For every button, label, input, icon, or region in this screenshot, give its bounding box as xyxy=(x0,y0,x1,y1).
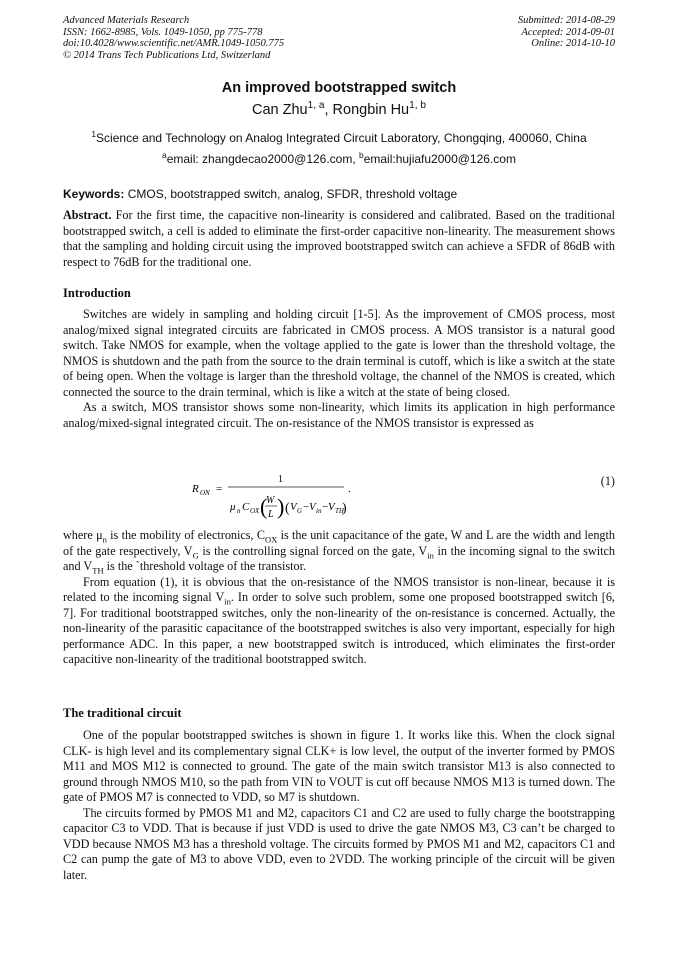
introduction-body xyxy=(63,307,615,431)
doi-line: doi:10.4028/www.scientific.net/AMR.1049-1050.775 xyxy=(63,38,285,49)
eq-lhs: R xyxy=(192,483,199,495)
eq-trailing-period: . xyxy=(348,483,351,495)
copyright-line: © 2014 Trans Tech Publications Ltd, Switzerland xyxy=(63,49,271,61)
author-list xyxy=(0,102,678,118)
issn-line: ISSN: 1662-8985, Vols. 1049-1050, pp 775-778 xyxy=(63,26,263,38)
eq-numerator: 1 xyxy=(278,474,283,485)
journal-header xyxy=(63,15,284,61)
eq-vin-sub: in xyxy=(316,507,322,515)
journal-name: Advanced Materials Research xyxy=(63,15,190,26)
eq-lhs-sub: ON xyxy=(200,489,210,497)
eq-vin: V xyxy=(309,501,316,513)
affiliation xyxy=(0,131,678,145)
paragraph: where $\mu_n$ is the mobility of electronics, $C_{OX}$ is the unit capacitance of the gate, W and L are the width and length of the gate respectively, $V_G$ is the controlling signal forced on the gate, $V_{in}$ in the incoming signal to the switch and $V_{TH}$ is the `threshold voltage of the transistor. xyxy=(63,528,616,576)
author-affil-mark: 1, b xyxy=(409,100,427,112)
abstract-text: For the first time, the capacitive non-linearity is considered and calibrated. Based on the traditional bootstrapped switch, a cell is added to eliminate the first-order capacitive non-linearity. The measurement shows that the sampling and holding circuit using the improved bootstrapped switch can achieve a SFDR of 86dB with respect to 76dB for the traditional one. xyxy=(63,208,615,269)
eq-c-sub: OX xyxy=(250,507,260,515)
author-affil-mark: 1, a xyxy=(307,100,325,112)
email-mark: a xyxy=(162,150,167,160)
abstract-label: Abstract. xyxy=(63,208,112,222)
email-text: email: zhangdecao2000@126.com, xyxy=(166,152,360,166)
eq-paren-open: ( xyxy=(260,494,268,519)
abstract xyxy=(63,208,615,270)
keywords xyxy=(63,187,615,201)
eq-w: W xyxy=(266,495,275,506)
eq-vg: V xyxy=(290,501,297,513)
equation-1 xyxy=(192,470,562,520)
keywords-text: CMOS, bootstrapped switch, analog, SFDR, threshold voltage xyxy=(124,187,458,201)
eq-paren2-close: ) xyxy=(342,501,347,516)
affiliation-text: Science and Technology on Analog Integrated Circuit Laboratory, Chongqing, 400060, China xyxy=(96,131,587,145)
introduction-body-continued xyxy=(63,528,615,668)
paragraph: One of the popular bootstrapped switches is shown in figure 1. It works like this. When the clock signal CLK- is high level and its complementary signal CLK+ is low level, the output of the inverter formed by PMOS M11 and MOS M12 is connected to ground. The gate of the main switch transistor M13 is also connected to ground through NMOS M10, so the path from VIN to VOUT is cut off because NMOS M13 is turned down. The gate of PMOS M7 is connected to VDD, so M7 is shutdown. xyxy=(63,728,615,804)
eq-mu: μ xyxy=(230,501,236,513)
keywords-label: Keywords: xyxy=(63,187,125,201)
affiliation-mark: 1 xyxy=(91,129,97,139)
eq-vth: V xyxy=(328,501,335,513)
paragraph: From equation (1), it is obvious that the on-resistance of the NMOS transistor is non-linear, because it is related to the incoming signal $V_{in}$. In order to solve such problem, some one proposed bootstrapped switch [6, 7]. For traditional bootstrapped switches, only the non-linearity of the on-resistance is concerned. Actually, the non-linearity of the parasitic capacitance of the bootstrapped switches is also very important, especially for high performance ADC. In this paper, a new bootstrapped switch is introduced, which eliminates the first-order capacitive non-linearity of the traditional bootstrapped switch. xyxy=(63,574,615,666)
paragraph: Switches are widely in sampling and holding circuit [1-5]. As the improvement of CMOS process, most analog/mixed signal integrated circuits are fabricated in CMOS process. A MOS transistor is a natural good switch. Take NMOS for example, when the voltage applied to the gate is lower than the threshold voltage, the NMOS is shutdown and the path from the source to the drain terminal is cutoff, which is like a switch at the state of being open. When the voltage is larger than the threshold voltage, the channel of the NMOS is created, which connected the source to the drain terminal, which is like a witch at the state of being closed. xyxy=(63,307,615,399)
author-name: Can Zhu xyxy=(251,102,308,118)
section-heading-introduction: Introduction xyxy=(63,286,131,300)
eq-c: C xyxy=(242,501,250,513)
submitted-date: Submitted: 2014-08-29 xyxy=(517,15,615,26)
author-emails xyxy=(0,152,678,166)
eq-vth-sub: TH xyxy=(335,507,344,515)
section-heading-traditional-circuit: The traditional circuit xyxy=(63,706,182,720)
equation-number: (1) xyxy=(600,474,615,488)
author-name: Rongbin Hu xyxy=(332,102,410,118)
email-text: email:hujiafu2000@126.com xyxy=(363,152,516,166)
paper-title: An improved bootstrapped switch xyxy=(221,80,457,96)
eq-minus: − xyxy=(303,501,310,513)
eq-equals: = xyxy=(216,483,223,495)
dates-header xyxy=(518,15,615,50)
eq-mu-sub: n xyxy=(237,507,241,515)
eq-paren2-open: ( xyxy=(285,501,290,516)
author-separator: , xyxy=(324,102,333,118)
accepted-date: Accepted: 2014-09-01 xyxy=(521,26,615,38)
paragraph: As a switch, MOS transistor shows some non-linearity, which limits its application in high performance analog/mixed-signal integrated circuit. The on-resistance of the NMOS transistor is expressed as xyxy=(63,400,615,430)
eq-minus: − xyxy=(322,501,329,513)
eq-paren-close: ) xyxy=(277,494,285,519)
paragraph: The circuits formed by PMOS M1 and M2, capacitors C1 and C2 are used to fully charge the bootstrapping capacitor C3 to VDD. That is because if just VDD is used to drive the gate NMOS M3, C3 can’t be charged to VDD because NMOS M3 has a threshold voltage. The circuits formed by PMOS M1 and M2, capacitors C1 and C2 can pump the gate of M3 to above VDD, even to 2VDD. The working principle of the circuit will be given later. xyxy=(63,805,615,882)
traditional-circuit-body xyxy=(63,728,615,883)
equation-graphic xyxy=(192,470,562,520)
online-date: Online: 2014-10-10 xyxy=(531,38,615,49)
eq-vg-sub: G xyxy=(297,507,303,515)
eq-l: L xyxy=(268,509,274,520)
email-mark: b xyxy=(359,150,364,160)
